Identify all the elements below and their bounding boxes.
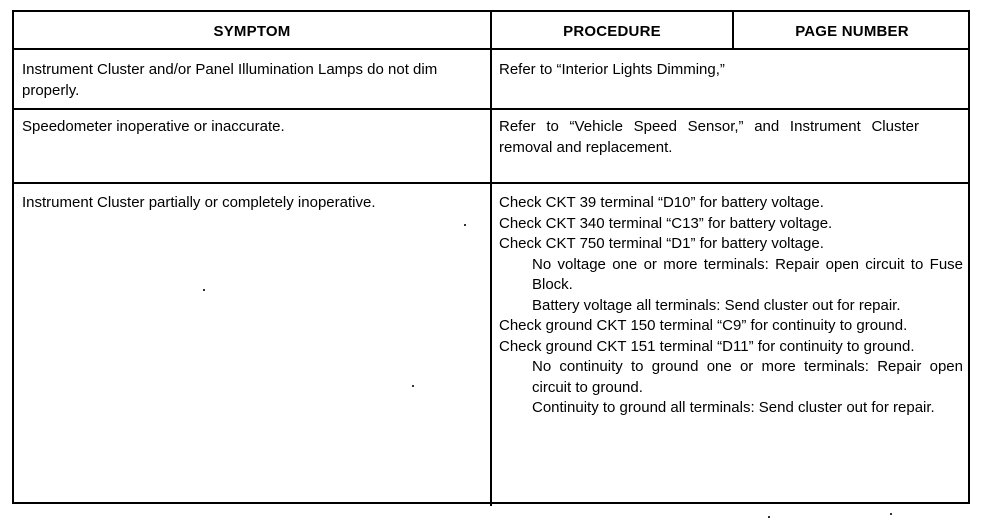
column-divider-symptom	[490, 12, 492, 506]
header-procedure: PROCEDURE	[563, 22, 661, 40]
diagnosis-table	[12, 10, 970, 504]
row-1-symptom: Instrument Cluster and/or Panel Illumination Lamps do not dim properly.	[22, 61, 438, 99]
procedure-line: Check CKT 340 terminal “C13” for battery voltage.	[499, 214, 833, 232]
row-1-procedure	[499, 60, 961, 81]
procedure-line: Refer to “Vehicle Speed Sensor,” and Instrument Cluster removal and replacement.	[499, 118, 919, 156]
row-2-procedure	[499, 117, 919, 158]
row-2-symptom: Speedometer inoperative or inaccurate.	[22, 118, 285, 135]
procedure-line: Refer to “Interior Lights Dimming,”	[499, 61, 725, 78]
scan-speck	[890, 513, 892, 515]
header-symptom: SYMPTOM	[213, 22, 291, 40]
scan-speck	[464, 224, 466, 226]
procedure-line: Check ground CKT 150 terminal “C9” for continuity to ground.	[499, 317, 908, 334]
procedure-subline: No voltage one or more terminals: Repair open circuit to Fuse Block.	[532, 255, 963, 293]
procedure-subline: Continuity to ground all terminals: Send cluster out for repair.	[532, 399, 935, 416]
scan-speck	[412, 385, 414, 387]
procedure-subline: Battery voltage all terminals: Send cluster out for repair.	[532, 296, 901, 314]
scan-speck	[203, 289, 205, 291]
scan-speck	[768, 516, 770, 518]
procedure-subline: No continuity to ground one or more terminals: Repair open circuit to ground.	[532, 358, 963, 396]
header-page-number: PAGE NUMBER	[795, 22, 909, 40]
procedure-line: Check ground CKT 151 terminal “D11” for continuity to ground.	[499, 337, 915, 355]
row-3-procedure	[499, 193, 963, 419]
procedure-line: Check CKT 39 terminal “D10” for battery voltage.	[499, 194, 824, 211]
procedure-line: Check CKT 750 terminal “D1” for battery voltage.	[499, 235, 824, 252]
row-3-symptom: Instrument Cluster partially or completely inoperative.	[22, 194, 376, 211]
